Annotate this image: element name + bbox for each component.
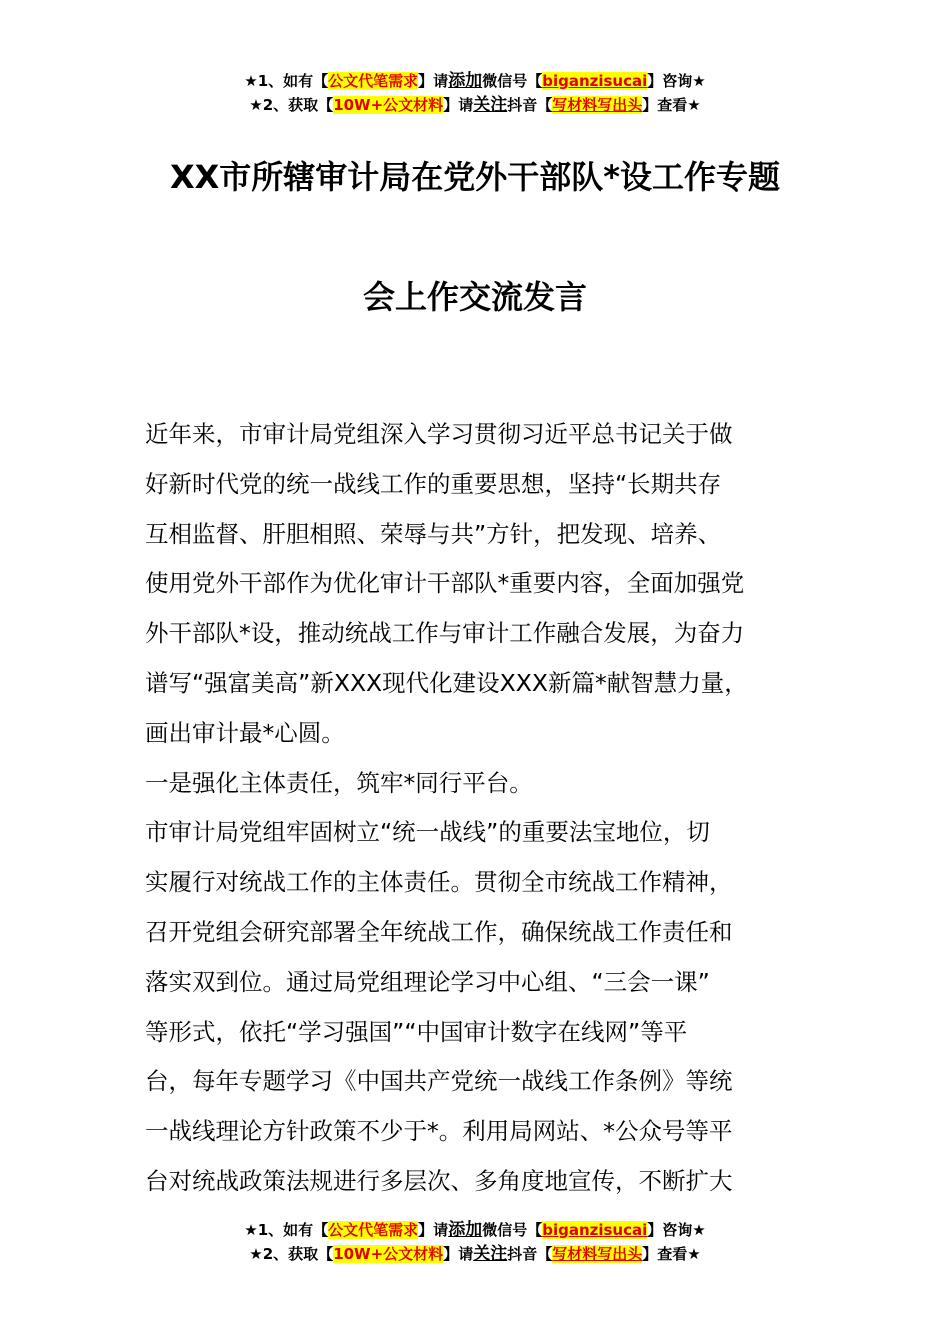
ad-text: ★1、如有【	[244, 72, 329, 90]
ad-text: 微信号【	[482, 1221, 543, 1239]
ad-text: 】请	[418, 72, 449, 90]
ad-underline: 添加	[448, 71, 483, 91]
body-line: 实履行对统战工作的主体责任。贯彻全市统战工作精神，	[145, 868, 733, 897]
body-line: 台对统战政策法规进行多层次、多角度地宣传，不断扩大	[145, 1166, 733, 1195]
body-line: 等形式，依托“学习强国”“中国审计数字在线网”等平	[145, 1017, 688, 1046]
ad-text: 】请	[443, 96, 474, 114]
header-ad	[0, 69, 950, 117]
body-line: 近年来，市审计局党组深入学习贯彻习近平总书记关于做	[145, 420, 733, 448]
body-text	[145, 410, 845, 1207]
ad-highlight: 10W+公文材料	[333, 96, 444, 114]
ad-line-2	[0, 93, 950, 117]
ad-text: 抖音【	[507, 1245, 553, 1263]
ad-text: ★1、如有【	[244, 1221, 329, 1239]
ad-highlight: 公文代笔需求	[328, 72, 419, 90]
title-line-2: 会上作交流发言	[362, 278, 587, 316]
body-line: 召开党组会研究部署全年统战工作，确保统战工作责任和	[145, 917, 733, 946]
ad-underline: 关注	[473, 95, 508, 115]
ad-text: 】咨询★	[647, 72, 706, 90]
body-line: 一是强化主体责任，筑牢*同行平台。	[145, 768, 533, 797]
title-line-1: XX市所辖审计局在党外干部队*设工作专题	[169, 158, 781, 196]
douyin-id: 写材料写出头	[552, 96, 643, 114]
body-line: 台，每年专题学习《中国共产党统一战线工作条例》等统	[145, 1067, 733, 1096]
ad-line-1	[0, 69, 950, 93]
body-line: 谱写“强富美高”新XXX现代化建设XXX新篇*献智慧力量，	[145, 668, 748, 697]
ad-text: ★2、获取【	[249, 1245, 334, 1263]
footer-ad	[0, 1218, 950, 1266]
ad-text: ★2、获取【	[249, 96, 334, 114]
ad-line-2	[0, 1242, 950, 1266]
body-line: 画出审计最*心圆。	[145, 718, 345, 747]
ad-text: 】请	[443, 1245, 474, 1263]
body-line: 互相监督、肝胆相照、荣辱与共”方针，把发现、培养、	[145, 519, 722, 548]
ad-text: 】查看★	[642, 96, 701, 114]
ad-text: 微信号【	[482, 72, 543, 90]
body-line: 使用党外干部作为优化审计干部队*重要内容，全面加强党	[145, 569, 745, 598]
ad-text: 】请	[418, 1221, 449, 1239]
body-line: 市审计局党组牢固树立“统一战线”的重要法宝地位，切	[145, 818, 710, 847]
body-line: 外干部队*设，推动统战工作与审计工作融合发展，为奋力	[145, 619, 745, 648]
douyin-id: 写材料写出头	[552, 1245, 643, 1263]
wechat-id: biganzisucai	[542, 1221, 648, 1239]
ad-line-1	[0, 1218, 950, 1242]
body-line: 落实双到位。通过局党组理论学习中心组、“三会一课”	[145, 967, 710, 996]
ad-text: 抖音【	[507, 96, 553, 114]
ad-highlight: 公文代笔需求	[328, 1221, 419, 1239]
body-line: 一战线理论方针政策不少于*。利用局网站、*公众号等平	[145, 1117, 733, 1146]
body-line: 好新时代党的统一战线工作的重要思想，坚持“长期共存	[145, 469, 722, 498]
ad-highlight: 10W+公文材料	[333, 1245, 444, 1263]
ad-text: 】查看★	[642, 1245, 701, 1263]
ad-text: 】咨询★	[647, 1221, 706, 1239]
ad-underline: 关注	[473, 1244, 508, 1264]
wechat-id: biganzisucai	[542, 72, 648, 90]
ad-underline: 添加	[448, 1220, 483, 1240]
